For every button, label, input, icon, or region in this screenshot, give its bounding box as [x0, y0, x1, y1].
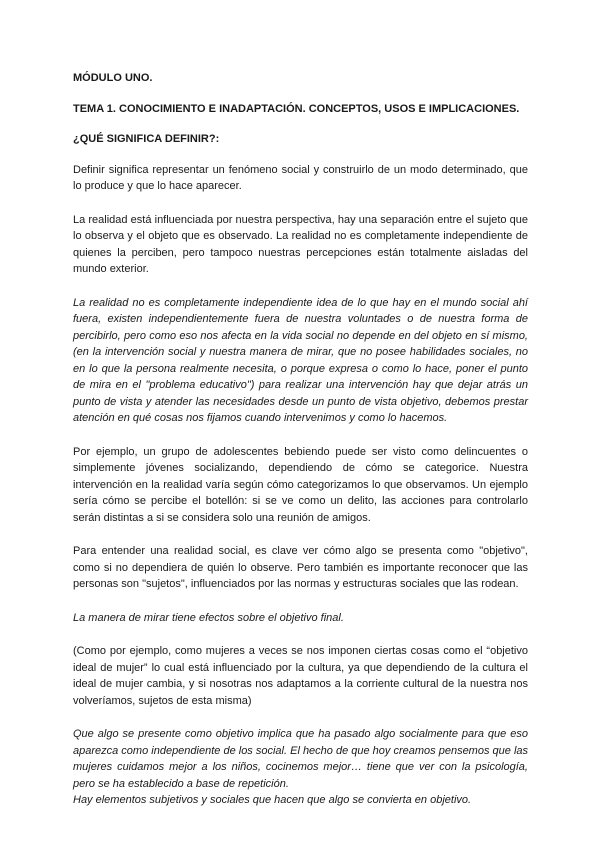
module-title: MÓDULO UNO. [73, 72, 153, 84]
paragraph-objective-subjects: Para entender una realidad social, es clave ver cómo algo se presenta como "objetivo", como si no dependiera de quién lo observe. Pero también es importante reconocer que las personas son "sujetos", influenciados por las normas y estructuras sociales que las rodean. [73, 545, 528, 590]
paragraph-way-of-looking: La manera de mirar tiene efectos sobre el objetivo final. [73, 611, 344, 624]
paragraph-reality-independence: La realidad no es completamente independiente idea de lo que hay en el mundo social ahí fuera, existen independientemente fuera de nuestra voluntades o de nuestra forma de percibirlo, pero como eso nos afecta en la vida social no depende en del objeto en sí mismo, (en la intervención social y nuestra manera de mirar, que no posee habilidades sociales, no en lo que la persona realmente necesita, o porque expresa o como lo hace, poner el punto de mira en el "problema educativo") para realizar una intervención hay que dejar atrás un punto de vista y atender las necesidades desde un punto de vista objetivo, debemos prestar atención en qué cosas nos fijamos cuando intervenimos y como lo hacemos. [73, 296, 528, 424]
topic-title: TEMA 1. CONOCIMIENTO E INADAPTACIÓN. CONCEPTOS, USOS E IMPLICACIONES. [73, 102, 520, 115]
document-body [73, 70, 528, 809]
paragraph-definition: Definir significa representar un fenómeno social y construirlo de un modo determinado, que lo produce y que lo hace aparecer. [73, 163, 528, 192]
section-question: ¿QUÉ SIGNIFICA DEFINIR?: [73, 133, 220, 145]
paragraph-objective-social: Que algo se presente como objetivo implica que ha pasado algo socialmente para que eso aparezca como independiente de los social. El hecho de que hoy creamos pensemos que las mujeres cuidamos mejor a los niños, cocinemos mejor… tiene que ver con la psicología, pero se ha establecido a base de repetición. [73, 728, 528, 790]
paragraph-example-adolescents: Por ejemplo, un grupo de adolescentes bebiendo puede ser visto como delincuentes o simplemente jóvenes socializando, dependiendo de cómo se categorice. Nuestra intervención en la realidad varía según cómo categorizamos lo que observamos. Un ejemplo sería cómo se percibe el botellón: si se ve como un delito, las acciones para controlarlo serán distintas a si se considera solo una reunión de amigos. [73, 445, 528, 524]
paragraph-subjective-elements: Hay elementos subjetivos y sociales que hacen que algo se convierta en objetivo. [73, 794, 472, 806]
paragraph-reality-perspective: La realidad está influenciada por nuestra perspectiva, hay una separación entre el sujeto que lo observa y el objeto que es observado. La realidad no es completamente independiente de quienes la perciben, pero tampoco nuestras percepciones están totalmente aisladas del mundo exterior. [73, 213, 528, 275]
paragraph-women-example: (Como por ejemplo, como mujeres a veces se nos imponen ciertas cosas como el “objetivo ideal de mujer” lo cual está influenciado por la cultura, ya que dependiendo de la cultura el ideal de mujer cambia, y si nosotras nos adaptamos a la corriente cultural de la nuestra nos volveríamos, sujetos de esta misma) [73, 645, 528, 707]
